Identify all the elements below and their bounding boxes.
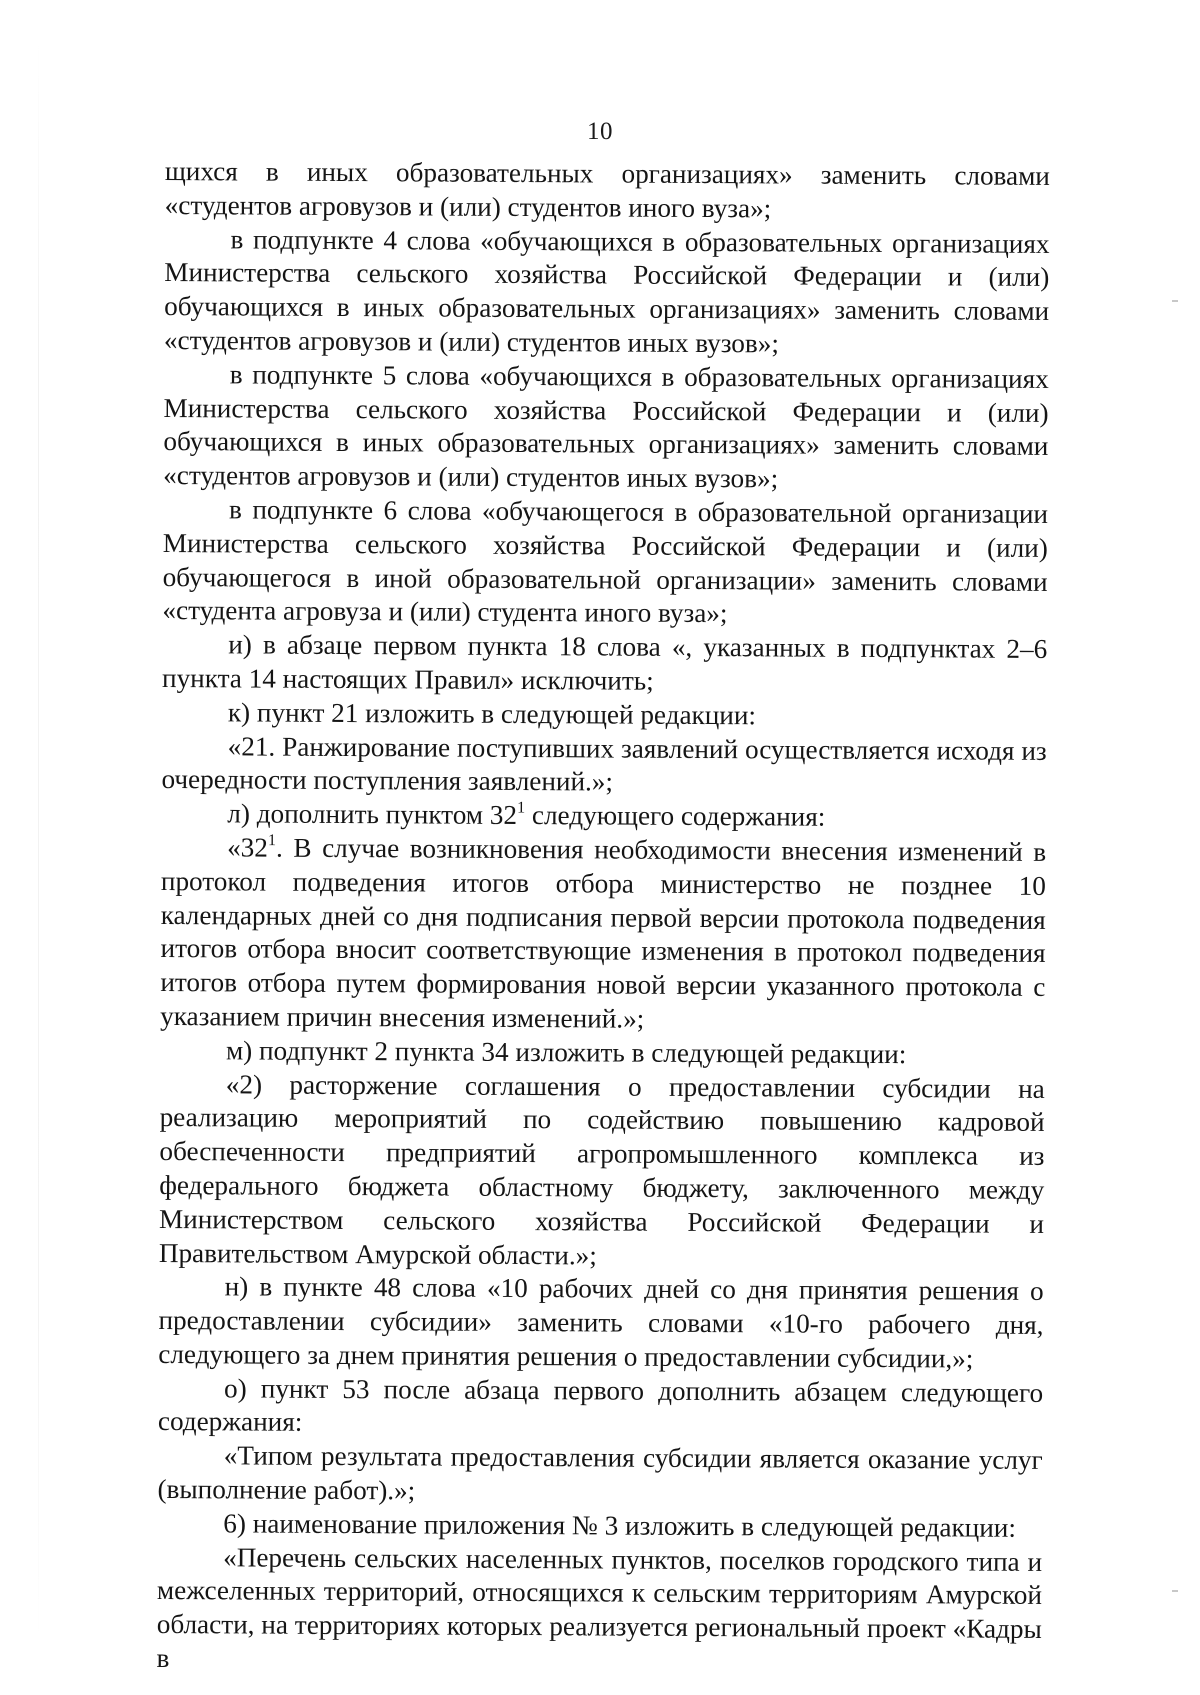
superscript: 1 [267,830,277,850]
paragraph-quote-appendix-title: «Перечень сельских населенных пунктов, поселков городского типа и межселенных территорий, относящихся к сельским территориям Амурской области, на территориях которых реализуется региональный проект «Кадры в [156,1542,1043,1674]
scan-margin-mark [1172,300,1178,302]
paragraph-text: л) дополнить пунктом 32 [227,798,518,831]
paragraph-item-i: и) в абзаце первом пункта 18 слова «, указанных в подпунктах 2–6 пункта 14 настоящих Правил» исключить; [161,629,1048,696]
paragraph-item-6: 6) наименование приложения № 3 изложить в следующей редакции: [223,1508,1017,1543]
paragraph-item-n: н) в пункте 48 слова «10 рабочих дней со дня принятия решения о предоставлении субсидии» заменить словами «10-го рабочего дня, следующего за днем принятия решения о предоставлении субсидии,»; [158,1271,1044,1374]
scan-edge-shadow [38,40,39,1640]
scan-margin-mark [1172,1590,1178,1592]
paragraph-text: . В случае возникновения необходимости внесения изменений в протокол подведения итогов отбора министерство не позднее 10 календарных дней со дня подписания первой версии протокола подведения итогов отбора вносит соответствующие изменения в протокол подведения итогов отбора путем формирования новой версии указанного протокола с указанием причин внесения изменений.»; [160,832,1047,1034]
paragraph-subitem-5: в подпункте 5 слова «обучающихся в образовательных организациях Министерства сельского хозяйства Российской Федерации и (или) обучающихся в иных образовательных организациях» заменить словами «студентов агровузов и (или) студентов иных вузов»; [163,359,1049,494]
paragraph-quote-21: «21. Ранжирование поступивших заявлений осуществляется исходя из очередности поступления заявлений.»; [161,730,1047,797]
paragraph-quote-result-type: «Типом результата предоставления субсидии является оказание услуг (выполнение работ).»; [157,1440,1043,1506]
paragraph-item-m: м) подпункт 2 пункта 34 изложить в следующей редакции: [225,1035,907,1069]
paragraph-quote-32-1 [160,831,1046,1039]
paragraph-item-o: о) пункт 53 после абзаца первого дополнить абзацем следующего содержания: [157,1373,1044,1438]
paragraph-item-l [161,797,1046,836]
paragraph-quote-2: «2) расторжение соглашения о предоставлении субсидии на реализацию мероприятий по содействию повышению кадровой обеспеченности предприятий агропромышленного комплекса из федерального бюджета областному бюджету, заключенного между Министерством сельского хозяйства Российской Федерации и Правительством Амурской области.»; [158,1068,1045,1270]
document-body [157,155,1050,1681]
page-number: 10 [587,118,613,145]
paragraph-text: «32 [227,832,268,863]
paragraph-subitem-4: в подпункте 4 слова «обучающихся в образовательных организациях Министерства сельского хозяйства Российской Федерации и (или) обучающихся в иных образовательных организациях» заменить словами «студентов агровузов и (или) студентов иных вузов»; [163,223,1050,359]
paragraph-continuation: щихся в иных образовательных организациях» заменить словами «студентов агровузов и (или) студентов иного вуза»; [164,155,1050,224]
paragraph-subitem-6: в подпункте 6 слова «обучающегося в образовательной организации Министерства сельского хозяйства Российской Федерации и (или) обучающегося в иной образовательной организации» заменить словами «студента агровуза и (или) студента иного вуза»; [162,494,1049,629]
superscript: 1 [517,797,526,817]
paragraph-item-k: к) пункт 21 изложить в следующей редакции: [227,697,757,731]
paragraph-text: следующего содержания: [525,800,826,832]
